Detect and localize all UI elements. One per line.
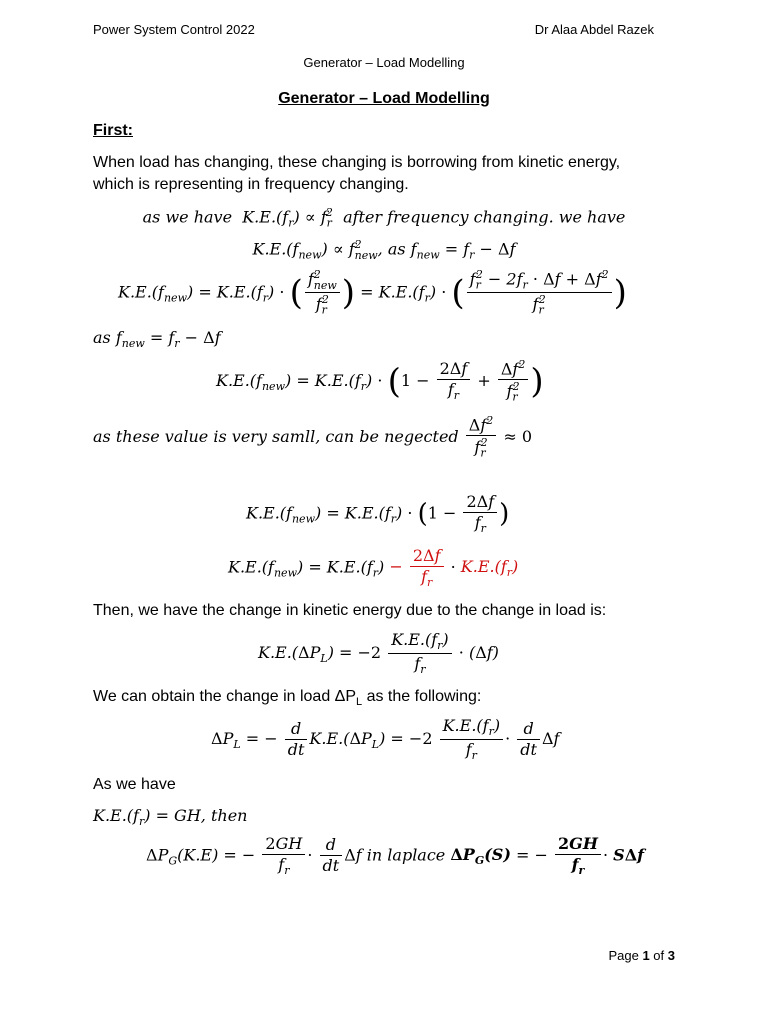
equation-delta-pg-laplace: $\Delta P_G(K.E)$ = − $\frac{2GH}{f_r}$ · $\frac{d}{dt}$ Δf in laplace $\Delta P_G(S)$ = − $\frac{2GH}{f_r}$ · SΔf <box>146 834 645 878</box>
intro-line-2: which is representing in frequency changing. <box>93 176 409 193</box>
eq6-phrase-negligible: as these value is very samll, can be negected <box>93 426 459 446</box>
as-we-have-paragraph: As we have <box>93 776 176 793</box>
eq1-phrase-after-freq: after frequency changing. we have <box>343 207 626 227</box>
equation-ke-red-term: $K.E.(f_{new}) = K.E.(f_r)$ − $\frac{2\Delta f}{f_r}$ · $K.E.(f_r)$ <box>228 546 519 590</box>
equation-ke-fnew-proportional: $K.E.(f_{new}) \propto f^2_{new}$, as $f_{new} = f_r - \Delta f$ <box>252 238 516 262</box>
equation-ke-expanded: $K.E.(f_{new}) = K.E.(f_r) \cdot (1$ − $\frac{2\Delta f}{f_r}$ + $\frac{\Delta f^2}{f_r^2}$ ) <box>216 358 544 404</box>
obtain-change-sub: L <box>356 696 363 709</box>
equation-delta-pl-derivative: $\Delta P_L$ = − $\frac{d}{dt}$ $K.E.(\Delta P_L) = -2$ $\frac{K.E.(f_r)}{f_r}$ · $\frac{d}{dt}$ Δf <box>211 716 560 763</box>
equation-ke-approx: $K.E.(f_{new}) = K.E.(f_r) \cdot (1$ − $\frac{2\Delta f}{f_r}$ ) <box>246 492 510 536</box>
eq11-phrase-then: then <box>210 806 248 825</box>
equation-negligible: as these value is very samll, can be negected $\frac{\Delta f^2}{f_r^2}$ ≈ 0 <box>93 414 532 460</box>
equation-ke-gh: $K.E.(f_r)$ = GH, then <box>93 806 248 829</box>
obtain-change-prefix: We can obtain the change in load ΔP <box>93 688 357 705</box>
eq12-phrase-in-laplace: in laplace <box>366 845 446 865</box>
equation-ke-delta-pl: $K.E.(\Delta P_L) = -2$ $\frac{K.E.(f_r)}{f_r}$ · (Δf) <box>258 630 499 677</box>
eq2-phrase-as: as <box>387 239 406 259</box>
intro-line-1: When load has changing, these changing is borrowing from kinetic energy, <box>93 154 621 171</box>
page-number <box>608 948 675 963</box>
header-subtitle: Generator – Load Modelling <box>303 55 465 70</box>
intro-paragraph <box>93 152 620 196</box>
header-right: Dr Alaa Abdel Razek <box>534 22 654 37</box>
page-current: 1 <box>642 948 650 963</box>
section-heading: First: <box>93 122 133 139</box>
header-left: Power System Control 2022 <box>93 22 255 37</box>
obtain-change-suffix: as the following: <box>362 688 482 705</box>
eq1-phrase-as-we-have: as we have <box>142 207 233 227</box>
page-total: 3 <box>667 948 675 963</box>
equation-ke-proportional: as we have $K.E.(f_r) \propto f_r^2$ after frequency changing. we have <box>142 206 626 230</box>
page-of: of <box>653 948 665 963</box>
page-label: Page <box>608 948 639 963</box>
change-ke-paragraph: Then, we have the change in kinetic energy due to the change in load is: <box>93 602 607 619</box>
page-title: Generator – Load Modelling <box>278 90 490 107</box>
eq4-phrase-as: as <box>93 328 111 347</box>
equation-ke-fnew-ratio: $K.E.(f_{new}) = K.E.(f_r)$ · ( $\frac{f^2_{new}}{f_r^2}$ ) = $K.E.(f_r)$ · ( $\frac{f_r^2 - 2f_r \cdot \Delta f + \Delta f^2}{f_r^2}$ ) <box>118 268 627 317</box>
equation-as-fnew: as $f_{new} = f_r - \Delta f$ <box>93 328 221 351</box>
obtain-change-paragraph <box>93 686 481 713</box>
